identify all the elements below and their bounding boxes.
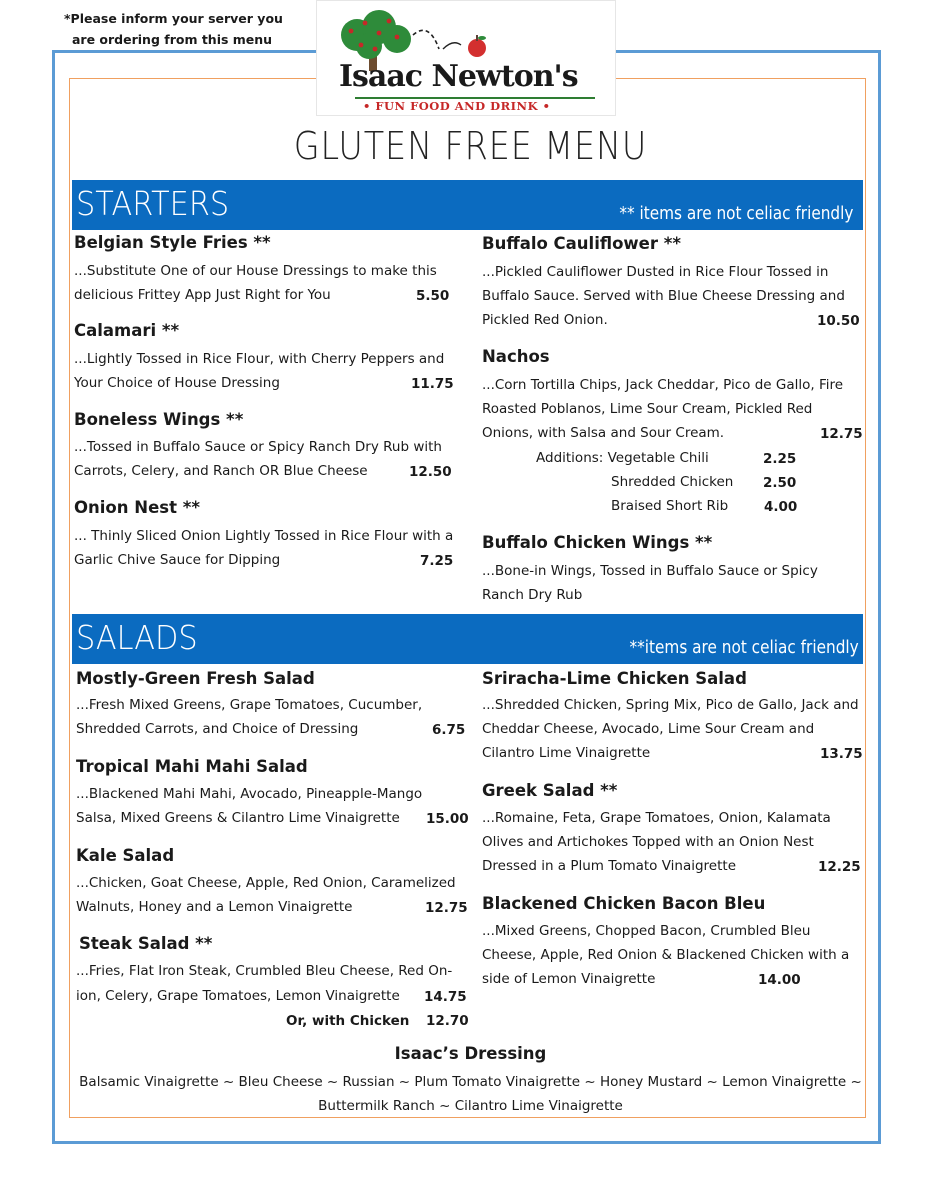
item-description: Pickled Red Onion.: [482, 312, 608, 328]
item-price: 13.75: [820, 746, 863, 762]
item-description: ... Thinly Sliced Onion Lightly Tossed in Rice Flour with a: [74, 528, 454, 544]
item-description: ...Bone-in Wings, Tossed in Buffalo Sauce or Spicy: [482, 563, 818, 579]
item-title: Steak Salad **: [79, 934, 213, 953]
item-price: 11.75: [411, 376, 454, 392]
item-title: Mostly-Green Fresh Salad: [76, 669, 315, 688]
item-title: Buffalo Cauliflower **: [482, 234, 681, 253]
item-description: Cheddar Cheese, Avocado, Lime Sour Cream and: [482, 721, 815, 737]
item-price: 5.50: [416, 288, 450, 304]
item-description: Onions, with Salsa and Sour Cream.: [482, 425, 725, 441]
salads-header: [72, 614, 863, 664]
item-description: ...Mixed Greens, Chopped Bacon, Crumbled Bleu: [482, 923, 811, 939]
item-description: Shredded Carrots, and Choice of Dressing: [76, 721, 359, 737]
item-title: Boneless Wings **: [74, 410, 244, 429]
item-title: Greek Salad **: [482, 781, 618, 800]
starters-heading: STARTERS: [76, 184, 230, 223]
item-price: 14.75: [424, 989, 467, 1005]
item-price: 10.50: [817, 313, 860, 329]
item-price: 12.75: [820, 426, 863, 442]
notice-line-2: are ordering from this menu: [72, 32, 273, 47]
item-description: Cilantro Lime Vinaigrette: [482, 745, 651, 761]
item-description: Cheese, Apple, Red Onion & Blackened Chicken with a: [482, 947, 850, 963]
item-description: ...Blackened Mahi Mahi, Avocado, Pineapple-Mango: [76, 786, 423, 802]
item-price: 12.50: [409, 464, 452, 480]
salads-celiac-note: **items are not celiac friendly: [629, 637, 859, 658]
item-description: ion, Celery, Grape Tomatoes, Lemon Vinaigrette: [76, 988, 400, 1004]
dressing-title: Isaac’s Dressing: [394, 1044, 547, 1063]
item-price: 14.00: [758, 972, 801, 988]
server-notice: [64, 8, 283, 50]
addition-label: Shredded Chicken: [611, 474, 734, 490]
item-price: 7.25: [420, 553, 454, 569]
logo-tagline: • FUN FOOD AND DRINK •: [363, 99, 551, 113]
item-description: ...Fresh Mixed Greens, Grape Tomatoes, Cucumber,: [76, 697, 423, 713]
item-description: Garlic Chive Sauce for Dipping: [74, 552, 281, 568]
item-price: 12.75: [425, 900, 468, 916]
item-description: ...Shredded Chicken, Spring Mix, Pico de Gallo, Jack and: [482, 697, 859, 713]
item-title: Belgian Style Fries **: [74, 233, 271, 252]
item-description: ...Substitute One of our House Dressings to make this: [74, 263, 437, 279]
item-description: Roasted Poblanos, Lime Sour Cream, Pickled Red: [482, 401, 813, 417]
notice-line-1: *Please inform your server you: [64, 11, 283, 26]
starters-header: [72, 180, 863, 230]
item-description: Walnuts, Honey and a Lemon Vinaigrette: [76, 899, 353, 915]
item-description: Dressed in a Plum Tomato Vinaigrette: [482, 858, 737, 874]
item-description: Your Choice of House Dressing: [74, 375, 280, 391]
item-description: ...Chicken, Goat Cheese, Apple, Red Onion, Caramelized: [76, 875, 456, 891]
addition-label: Additions: Vegetable Chili: [536, 450, 709, 466]
addition-price: 2.25: [763, 451, 797, 467]
item-title: Kale Salad: [76, 846, 175, 865]
starters-celiac-note: ** items are not celiac friendly: [618, 203, 853, 224]
item-description: ...Romaine, Feta, Grape Tomatoes, Onion, Kalamata: [482, 810, 831, 826]
item-title: Buffalo Chicken Wings **: [482, 533, 713, 552]
item-title: Tropical Mahi Mahi Salad: [76, 757, 308, 776]
item-price: 6.75: [432, 722, 466, 738]
addition-price: 4.00: [764, 499, 798, 515]
item-title: Calamari **: [74, 321, 180, 340]
item-title: Nachos: [482, 347, 550, 366]
menu-title: GLUTEN FREE MENU: [293, 124, 648, 168]
item-description: Ranch Dry Rub: [482, 587, 583, 603]
item-description: ...Pickled Cauliflower Dusted in Rice Flour Tossed in: [482, 264, 829, 280]
item-description: delicious Frittey App Just Right for You: [74, 287, 331, 303]
item-price: 15.00: [426, 811, 469, 827]
restaurant-logo: [316, 0, 616, 116]
addition-label: Braised Short Rib: [611, 498, 729, 514]
item-title: Onion Nest **: [74, 498, 200, 517]
item-option-label: Or, with Chicken: [286, 1013, 410, 1029]
logo-name: Isaac Newton's: [339, 59, 578, 94]
dressing-list: Buttermilk Ranch ~ Cilantro Lime Vinaigrette: [318, 1098, 623, 1114]
addition-price: 2.50: [763, 475, 797, 491]
item-title: Sriracha-Lime Chicken Salad: [482, 669, 747, 688]
item-description: Carrots, Celery, and Ranch OR Blue Cheese: [74, 463, 368, 479]
item-description: Salsa, Mixed Greens & Cilantro Lime Vinaigrette: [76, 810, 400, 826]
item-description: ...Fries, Flat Iron Steak, Crumbled Bleu Cheese, Red On-: [76, 963, 453, 979]
salads-heading: SALADS: [76, 618, 198, 657]
item-title: Blackened Chicken Bacon Bleu: [482, 894, 766, 913]
dressing-list: Balsamic Vinaigrette ~ Bleu Cheese ~ Russian ~ Plum Tomato Vinaigrette ~ Honey Mustard ~ Lemon Vinaigrette ~: [79, 1074, 862, 1090]
item-description: side of Lemon Vinaigrette: [482, 971, 656, 987]
item-description: Olives and Artichokes Topped with an Onion Nest: [482, 834, 814, 850]
item-description: ...Corn Tortilla Chips, Jack Cheddar, Pico de Gallo, Fire: [482, 377, 844, 393]
item-description: ...Lightly Tossed in Rice Flour, with Cherry Peppers and: [74, 351, 445, 367]
item-description: Buffalo Sauce. Served with Blue Cheese Dressing and: [482, 288, 845, 304]
item-description: ...Tossed in Buffalo Sauce or Spicy Ranch Dry Rub with: [74, 439, 442, 455]
item-price: 12.25: [818, 859, 861, 875]
item-option-price: 12.70: [426, 1013, 469, 1029]
